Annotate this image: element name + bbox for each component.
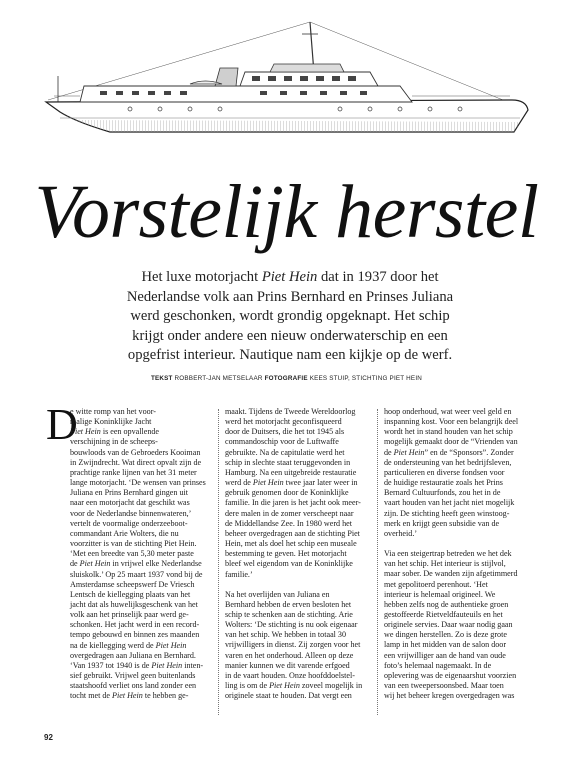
- text-run: met gepolitoerd perenhout. ‘Het: [384, 579, 488, 589]
- credit-photo-label: FOTOGRAFIE: [264, 375, 308, 382]
- text-line: [225, 671, 369, 681]
- text-line: [225, 539, 369, 549]
- text-run: in Zwijndrecht. Wat direct opvalt zijn de: [70, 457, 202, 467]
- text-run: mogelijk gemaakt door de “Vrienden van: [384, 437, 518, 447]
- text-line: [384, 407, 530, 417]
- lead-paragraph: [60, 268, 520, 366]
- article-column-3: [384, 407, 530, 701]
- text-run: manier kunnen we dit varende erfgoed: [225, 660, 350, 670]
- text-line: [70, 620, 214, 630]
- text-run: wordt het in stand houden van het schip: [384, 427, 513, 437]
- text-run: vrijwilligers in dienst. Zij zorgen voor het: [225, 640, 361, 650]
- text-line: [384, 509, 530, 519]
- text-line: [384, 519, 530, 529]
- italic-text: Piet Hein: [269, 681, 300, 691]
- article-column-1: [70, 407, 214, 702]
- text-line: [70, 407, 214, 417]
- text-run: bestemming te geven. Het motorjacht: [225, 549, 347, 559]
- text-run: dere malen in de zomer verscheept naar: [225, 508, 354, 518]
- text-run: beheer overgedragen aan de stichting Piet: [225, 528, 360, 538]
- text-line: [70, 448, 214, 458]
- text-line: [225, 651, 369, 661]
- text-run: twee jaar later weer in: [283, 478, 358, 488]
- text-run: Hamburg. Na een uitgebreide restauratie: [225, 467, 357, 477]
- text-line: [70, 417, 214, 427]
- text-run: gestoffeerde Rietveldfauteuils en het: [384, 609, 503, 619]
- text-line: [384, 691, 530, 701]
- text-line: [225, 448, 369, 458]
- text-line: [70, 600, 214, 610]
- text-run: sluiskolk.’ Op 25 maart 1937 vond bij de: [70, 569, 203, 579]
- text-line: [70, 458, 214, 468]
- text-run: particulieren en diverse fondsen voor: [384, 467, 505, 477]
- text-line: [60, 288, 520, 308]
- text-line: [225, 640, 369, 650]
- text-run: maar sober. De wanden zijn afgetimmerd: [384, 569, 518, 579]
- text-line: [70, 630, 214, 640]
- text-run: ‘Van 1937 tot 1940 is de: [70, 660, 152, 670]
- text-line: [225, 437, 369, 447]
- text-run: overgedragen aan Juliana en Bernhard.: [70, 650, 196, 660]
- text-line: [70, 468, 214, 478]
- text-line: [225, 417, 369, 427]
- italic-text: Piet Hein: [393, 447, 425, 457]
- text-run: schip te schenken aan de stichting. Arie: [225, 609, 353, 619]
- text-run: te hebben ge-: [142, 691, 189, 701]
- text-line: [70, 671, 214, 681]
- text-line: [384, 427, 530, 437]
- text-run: inten-: [182, 660, 204, 670]
- text-run: lamp in het midden van de salon door: [384, 640, 507, 650]
- text-line: [225, 498, 369, 508]
- text-run: lange motorjacht. ‘De wensen van prinses: [70, 478, 206, 488]
- paragraph-break: [384, 539, 530, 549]
- text-line: [384, 651, 530, 661]
- text-run: Na het overlijden van Juliana en: [225, 589, 330, 599]
- text-run: jacht dat als huwelijksgeschenk van het: [70, 599, 198, 609]
- text-line: [384, 549, 530, 559]
- text-run: tempo gebouwd en binnen zes maanden: [70, 630, 200, 640]
- text-line: [384, 610, 530, 620]
- page-number: 92: [44, 733, 53, 742]
- text-run: hebben zelfs nog de authentieke groen: [384, 599, 509, 609]
- text-line: [70, 498, 214, 508]
- text-run: varen en het onderhoud. Alleen op deze: [225, 650, 354, 660]
- text-run: vertelt de voormalige onderzeeboot-: [70, 518, 188, 528]
- text-line: [225, 509, 369, 519]
- text-run: naar een motorjacht dat geschikt was: [70, 498, 190, 508]
- text-line: [225, 427, 369, 437]
- column-divider: [377, 409, 378, 715]
- text-run: overheid.’: [384, 528, 418, 538]
- text-run: gebruik genomen door de Koninklijke: [225, 488, 349, 498]
- text-run: de: [384, 447, 394, 457]
- text-run: malige Koninklijke Jacht: [70, 417, 152, 427]
- text-line: [384, 671, 530, 681]
- text-run: de: [70, 559, 80, 569]
- text-run: in de vaart houden. Onze hoofddoelstel-: [225, 670, 355, 680]
- text-run: Hein, met als doel het schip een museale: [225, 539, 357, 549]
- text-run: door de Duitsers, die het tot 1945 als: [225, 427, 345, 437]
- text-run: familie. In die jaren is het jacht ook meer-: [225, 498, 361, 508]
- text-run: krijgt onder andere een nieuw onderwaterschip en een: [132, 327, 448, 344]
- text-line: [60, 307, 520, 327]
- text-run: schip in slechte staat teruggevonden in: [225, 457, 351, 467]
- text-line: [70, 519, 214, 529]
- text-line: [225, 529, 369, 539]
- text-line: [225, 630, 369, 640]
- text-run: een vrijwilliger aan de hand van oude: [384, 650, 506, 660]
- italic-text: Piet Hein: [112, 691, 143, 701]
- text-run: van het schip. We hebben in totaal 30: [225, 630, 347, 640]
- text-run: hoop onderhoud, wat weer veel geld en: [384, 407, 512, 416]
- text-line: [384, 681, 530, 691]
- text-line: [70, 478, 214, 488]
- text-line: [384, 417, 530, 427]
- text-run: vaart houden van het jacht niet mogelijk: [384, 498, 515, 508]
- credit-text-label: TEKST: [150, 375, 173, 382]
- text-run: ‘Met een breedte van 5,30 meter paste: [70, 549, 194, 559]
- text-line: [70, 427, 214, 437]
- text-line: [225, 549, 369, 559]
- text-run: ling is om de: [225, 681, 270, 691]
- text-line: [70, 580, 214, 590]
- text-line: [70, 559, 214, 569]
- text-line: [384, 620, 530, 630]
- italic-text: Piet Hein: [151, 660, 183, 670]
- text-line: [384, 600, 530, 610]
- text-line: [225, 691, 369, 701]
- text-line: [60, 268, 520, 288]
- text-line: [225, 519, 369, 529]
- text-line: [384, 590, 530, 600]
- text-run: is een opvallende: [100, 427, 160, 437]
- text-line: [384, 458, 530, 468]
- text-run: zoveel mogelijk in: [299, 681, 363, 691]
- text-line: [384, 498, 530, 508]
- text-line: [70, 539, 214, 549]
- text-line: [70, 529, 214, 539]
- italic-text: Piet Hein: [252, 478, 284, 488]
- text-line: [70, 651, 214, 661]
- text-line: [384, 559, 530, 569]
- text-run: Bernard Cultuurfonds, zou het in de: [384, 488, 501, 498]
- text-line: [70, 681, 214, 691]
- text-line: [225, 570, 369, 580]
- text-line: [225, 600, 369, 610]
- headline: Vorstelijk herstel: [34, 170, 539, 254]
- text-run: Bernhard hebben de erven besloten het: [225, 599, 352, 609]
- text-line: [70, 691, 214, 701]
- text-run: familie.’: [225, 569, 253, 579]
- text-line: [384, 580, 530, 590]
- text-run: e witte romp van het voor-: [70, 407, 156, 416]
- text-run: staatshoofd verliet ons land zonder een: [70, 681, 197, 691]
- text-run: sief gebruikt. Vrijwel geen buitenlands: [70, 671, 196, 681]
- column-divider: [218, 409, 219, 715]
- text-run: commandant Arie Wolters, die nu: [70, 528, 179, 538]
- credit-author: ROBBERT-JAN METSELAAR: [174, 375, 263, 382]
- text-run: schonken. Het jacht werd in een record-: [70, 620, 200, 630]
- italic-text: Piet Hein: [155, 640, 187, 650]
- text-run: interieur is helemaal origineel. We: [384, 589, 496, 599]
- text-line: [70, 549, 214, 559]
- text-run: Nederlandse volk aan Prins Bernhard en Prinses Juliana: [126, 288, 454, 305]
- text-line: [225, 610, 369, 620]
- text-run: de ondersteuning van het bedrijfsleven,: [384, 457, 512, 467]
- text-line: [70, 437, 214, 447]
- text-line: [225, 458, 369, 468]
- text-line: [225, 407, 369, 417]
- text-run: wij het beheer kregen overgedragen was: [384, 691, 515, 701]
- text-line: [225, 620, 369, 630]
- text-run: werd de: [225, 478, 253, 488]
- text-run: zijn. De stichting heeft geen winstoog-: [384, 508, 510, 518]
- text-line: [70, 590, 214, 600]
- text-run: voorzitter is van de stichting Piet Hein.: [70, 539, 197, 549]
- text-line: [225, 661, 369, 671]
- text-line: [70, 570, 214, 580]
- text-run: oplevering was de eigenaarshut voorzien: [384, 670, 517, 680]
- text-run: prachtige ranke lijnen van het 31 meter: [70, 467, 197, 477]
- text-line: [70, 661, 214, 671]
- yacht-drawing: [40, 14, 540, 146]
- text-run: de huidige restauratie zoals het Prins: [384, 478, 503, 488]
- text-line: [70, 509, 214, 519]
- text-line: [225, 681, 369, 691]
- drop-cap: D: [46, 400, 78, 449]
- text-line: [384, 478, 530, 488]
- text-run: verschijning in de scheeps-: [70, 437, 158, 447]
- text-line: [60, 346, 520, 366]
- text-run: Juliana en Prins Bernhard gingen uit: [70, 488, 189, 498]
- text-line: [384, 437, 530, 447]
- text-run: originele staat te houden. Dat vergt een: [225, 691, 352, 701]
- text-run: de Middellandse Zee. In 1980 werd het: [225, 518, 352, 528]
- text-line: [225, 559, 369, 569]
- text-run: werd het motorjacht geconfisqueerd: [225, 417, 342, 427]
- text-line: [384, 569, 530, 579]
- text-line: [384, 448, 530, 458]
- text-run: Het luxe motorjacht: [141, 269, 262, 285]
- text-run: we dingen herstellen. Zo is deze grote: [384, 630, 507, 640]
- text-line: [70, 610, 214, 620]
- text-run: dat in 1937 door het: [317, 269, 439, 285]
- text-line: [384, 661, 530, 671]
- text-line: [70, 488, 214, 498]
- italic-text: Piet Hein: [261, 269, 318, 285]
- text-run: commandoschip voor de Luftwaffe: [225, 437, 339, 447]
- text-run: volk aan het prinselijk paar werd ge-: [70, 610, 189, 620]
- paragraph-break: [225, 580, 369, 590]
- article-column-2: [225, 407, 369, 701]
- text-run: Lentsch de kiellegging plaats van het: [70, 589, 191, 599]
- text-run: originele servies. Daar waar nodig gaan: [384, 620, 513, 630]
- text-line: [384, 529, 530, 539]
- text-run: Via een steigertrap betreden we het dek: [384, 549, 512, 559]
- text-line: [60, 327, 520, 347]
- text-run: maakt. Tijdens de Tweede Wereldoorlog: [225, 407, 356, 416]
- text-line: [225, 468, 369, 478]
- text-line: [384, 630, 530, 640]
- text-run: voor de Nederlandse binnenwateren,’: [70, 508, 192, 518]
- text-run: van een tweepersoonsbed. Maar toen: [384, 681, 504, 691]
- text-run: in vrijwel elke Nederlandse: [110, 559, 202, 569]
- italic-text: Piet Hein: [79, 559, 111, 569]
- italic-text: Piet Hein: [70, 427, 101, 437]
- text-run: bleef wel eigendom van de Koninklijke: [225, 559, 353, 569]
- text-run: gebruikte. Na de capitulatie werd het: [225, 447, 345, 457]
- text-line: [384, 468, 530, 478]
- text-run: opgefrist interieur. Nautique nam een kijkje op de werf.: [127, 347, 453, 363]
- text-run: bouwloods van de Gebroeders Kooiman: [70, 447, 201, 457]
- text-line: [384, 488, 530, 498]
- text-line: [70, 641, 214, 651]
- text-run: Wolters: ‘De stichting is nu ook eigenaar: [225, 620, 358, 630]
- text-run: foto’s helemaal nagemaakt. In de: [384, 660, 492, 670]
- text-run: tocht met de: [70, 691, 113, 701]
- text-run: na de kiellegging werd de: [70, 640, 156, 650]
- credit-photographers: KEES STUIP, STICHTING PIET HEIN: [309, 375, 423, 382]
- text-run: ” en de “Sponsors”. Zonder: [424, 447, 514, 457]
- text-run: van het schip. Het interieur is stijlvol,: [384, 559, 506, 569]
- credits: [0, 375, 573, 382]
- text-line: [225, 488, 369, 498]
- text-run: Amsterdamse scheepswerf De Vriesch: [70, 579, 195, 589]
- text-line: [225, 590, 369, 600]
- text-line: [384, 640, 530, 650]
- text-run: werd geschonken, wordt grondig opgeknapt. Het schip: [130, 308, 450, 324]
- text-run: inspanning kost. Voor een belangrijk deel: [384, 417, 519, 427]
- text-line: [225, 478, 369, 488]
- text-run: merk en krijgt geen subsidie van de: [384, 518, 500, 528]
